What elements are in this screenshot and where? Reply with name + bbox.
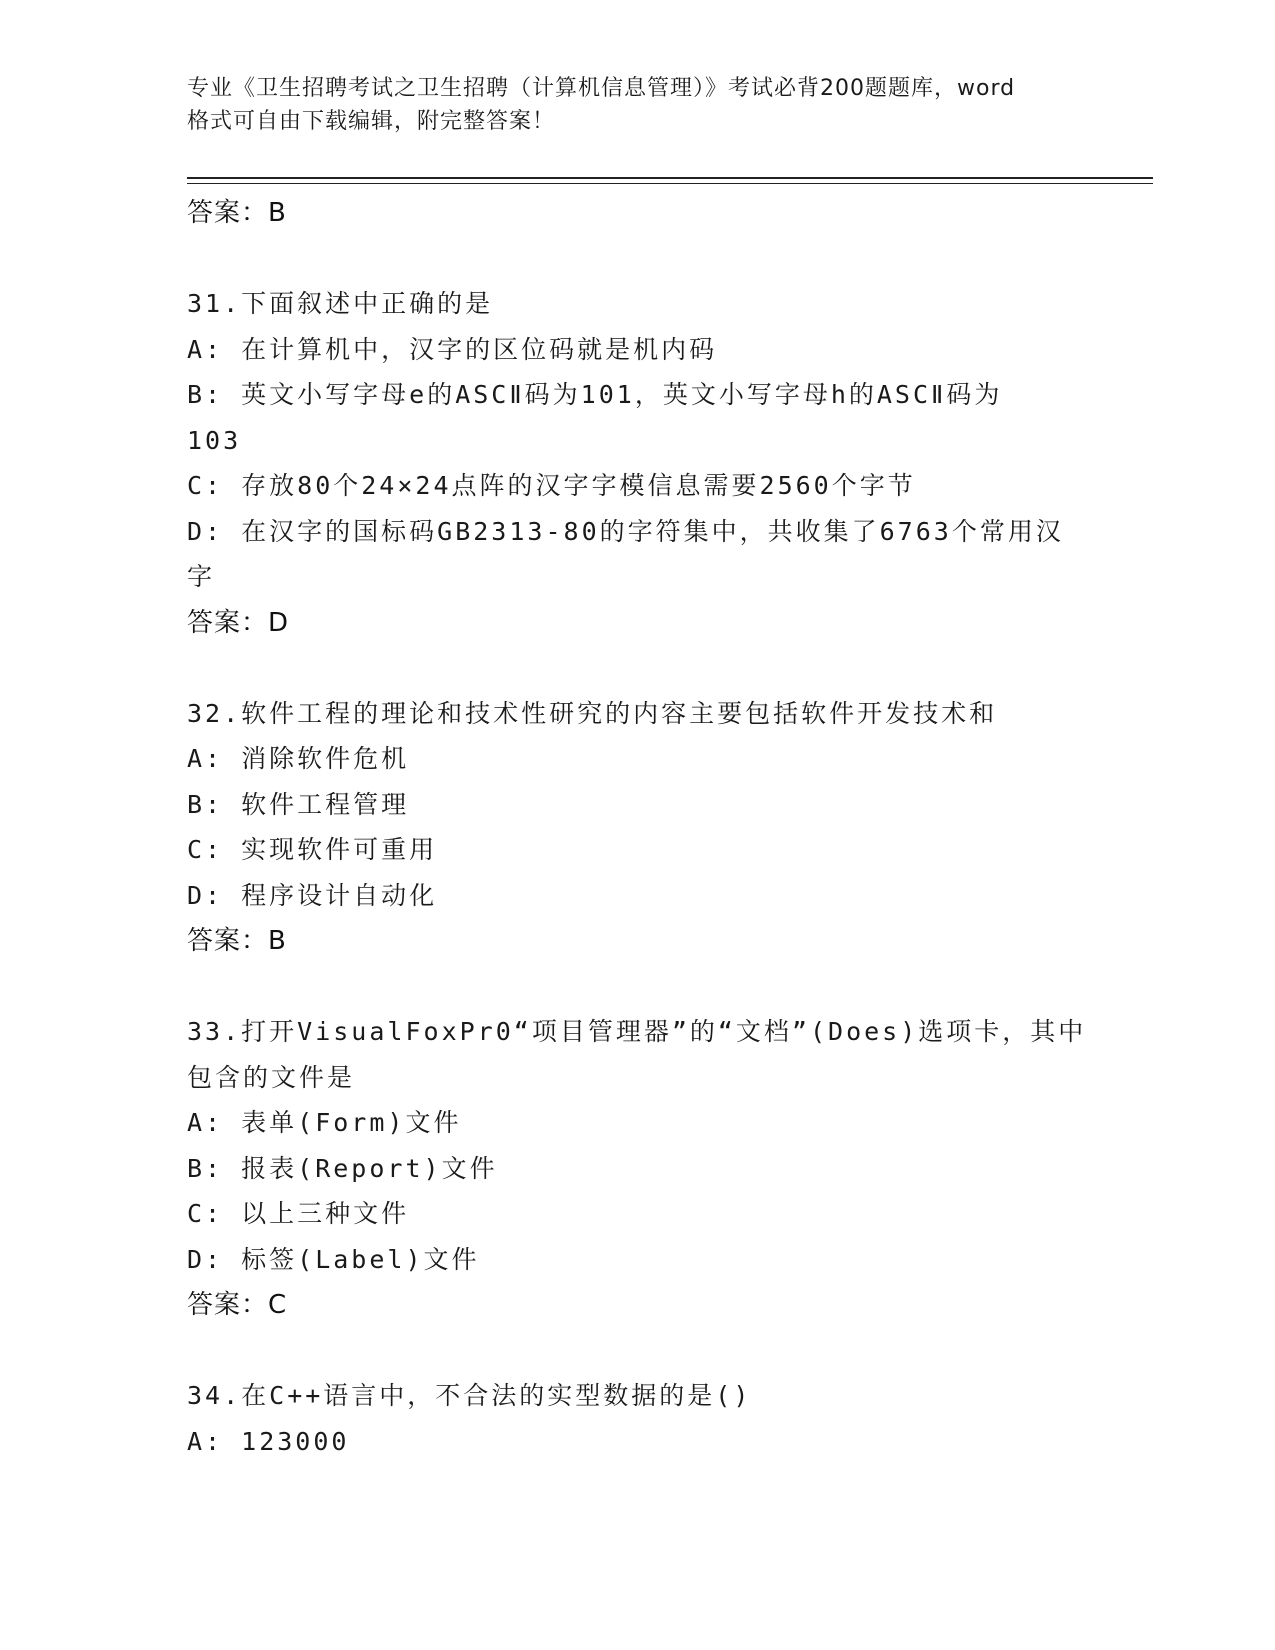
question-block bbox=[187, 281, 1087, 691]
answer-option: C: 以上三种文件 bbox=[187, 1199, 410, 1228]
question-list bbox=[187, 281, 1087, 1464]
answer-option: 字 bbox=[187, 562, 216, 591]
question-stem: 31.下面叙述中正确的是 bbox=[187, 289, 494, 318]
answer-option: C: 实现软件可重用 bbox=[187, 835, 438, 864]
question-answer: 答案：C bbox=[187, 1290, 288, 1320]
question-block bbox=[187, 1009, 1087, 1373]
previous-answer: 答案：B bbox=[187, 198, 287, 228]
question-stem: 32.软件工程的理论和技术性研究的内容主要包括软件开发技术和 bbox=[187, 698, 998, 728]
answer-option: A: 消除软件危机 bbox=[187, 744, 410, 773]
header-divider-thick bbox=[187, 177, 1153, 179]
answer-option: B: 报表(Report)文件 bbox=[187, 1153, 498, 1183]
document-body bbox=[187, 190, 1087, 1464]
question-block bbox=[187, 691, 1087, 1010]
answer-option: B: 软件工程管理 bbox=[187, 789, 410, 819]
answer-option: C: 存放80个24×24点阵的汉字字模信息需要2560个字节 bbox=[187, 471, 916, 500]
answer-option: 103 bbox=[187, 425, 242, 455]
question-stem: 34.在C++语言中，不合法的实型数据的是() bbox=[187, 1381, 752, 1410]
answer-option: D: 在汉字的国标码GB2313-80的字符集中，共收集了6763个常用汉 bbox=[187, 516, 1064, 546]
question-answer: 答案：D bbox=[187, 607, 290, 638]
document-header bbox=[187, 72, 1087, 138]
question-answer: 答案：B bbox=[187, 926, 287, 956]
spacer bbox=[187, 236, 1087, 281]
spacer bbox=[187, 964, 1087, 1009]
answer-option: A: 123000 bbox=[187, 1426, 350, 1456]
header-divider-thin bbox=[187, 183, 1153, 184]
question-stem: 33.打开VisualFoxPr0“项目管理器”的“文档”(Does)选项卡，其中 bbox=[187, 1017, 1087, 1046]
question-stem: 包含的文件是 bbox=[187, 1062, 356, 1092]
answer-option: D: 程序设计自动化 bbox=[187, 880, 438, 910]
answer-option: D: 标签(Label)文件 bbox=[187, 1244, 480, 1274]
answer-option: A: 表单(Form)文件 bbox=[187, 1108, 462, 1137]
header-line-2: 格式可自由下载编辑，附完整答案！ bbox=[187, 109, 556, 134]
spacer bbox=[187, 646, 1087, 691]
spacer bbox=[187, 1328, 1087, 1373]
question-block bbox=[187, 1373, 1087, 1464]
header-line-1: 专业《卫生招聘考试之卫生招聘（计算机信息管理）》考试必背200题题库，word bbox=[187, 76, 1016, 101]
answer-option: B: 英文小写字母e的ASCⅡ码为101，英文小写字母h的ASCⅡ码为 bbox=[187, 380, 1003, 409]
answer-option: A: 在计算机中，汉字的区位码就是机内码 bbox=[187, 334, 718, 364]
